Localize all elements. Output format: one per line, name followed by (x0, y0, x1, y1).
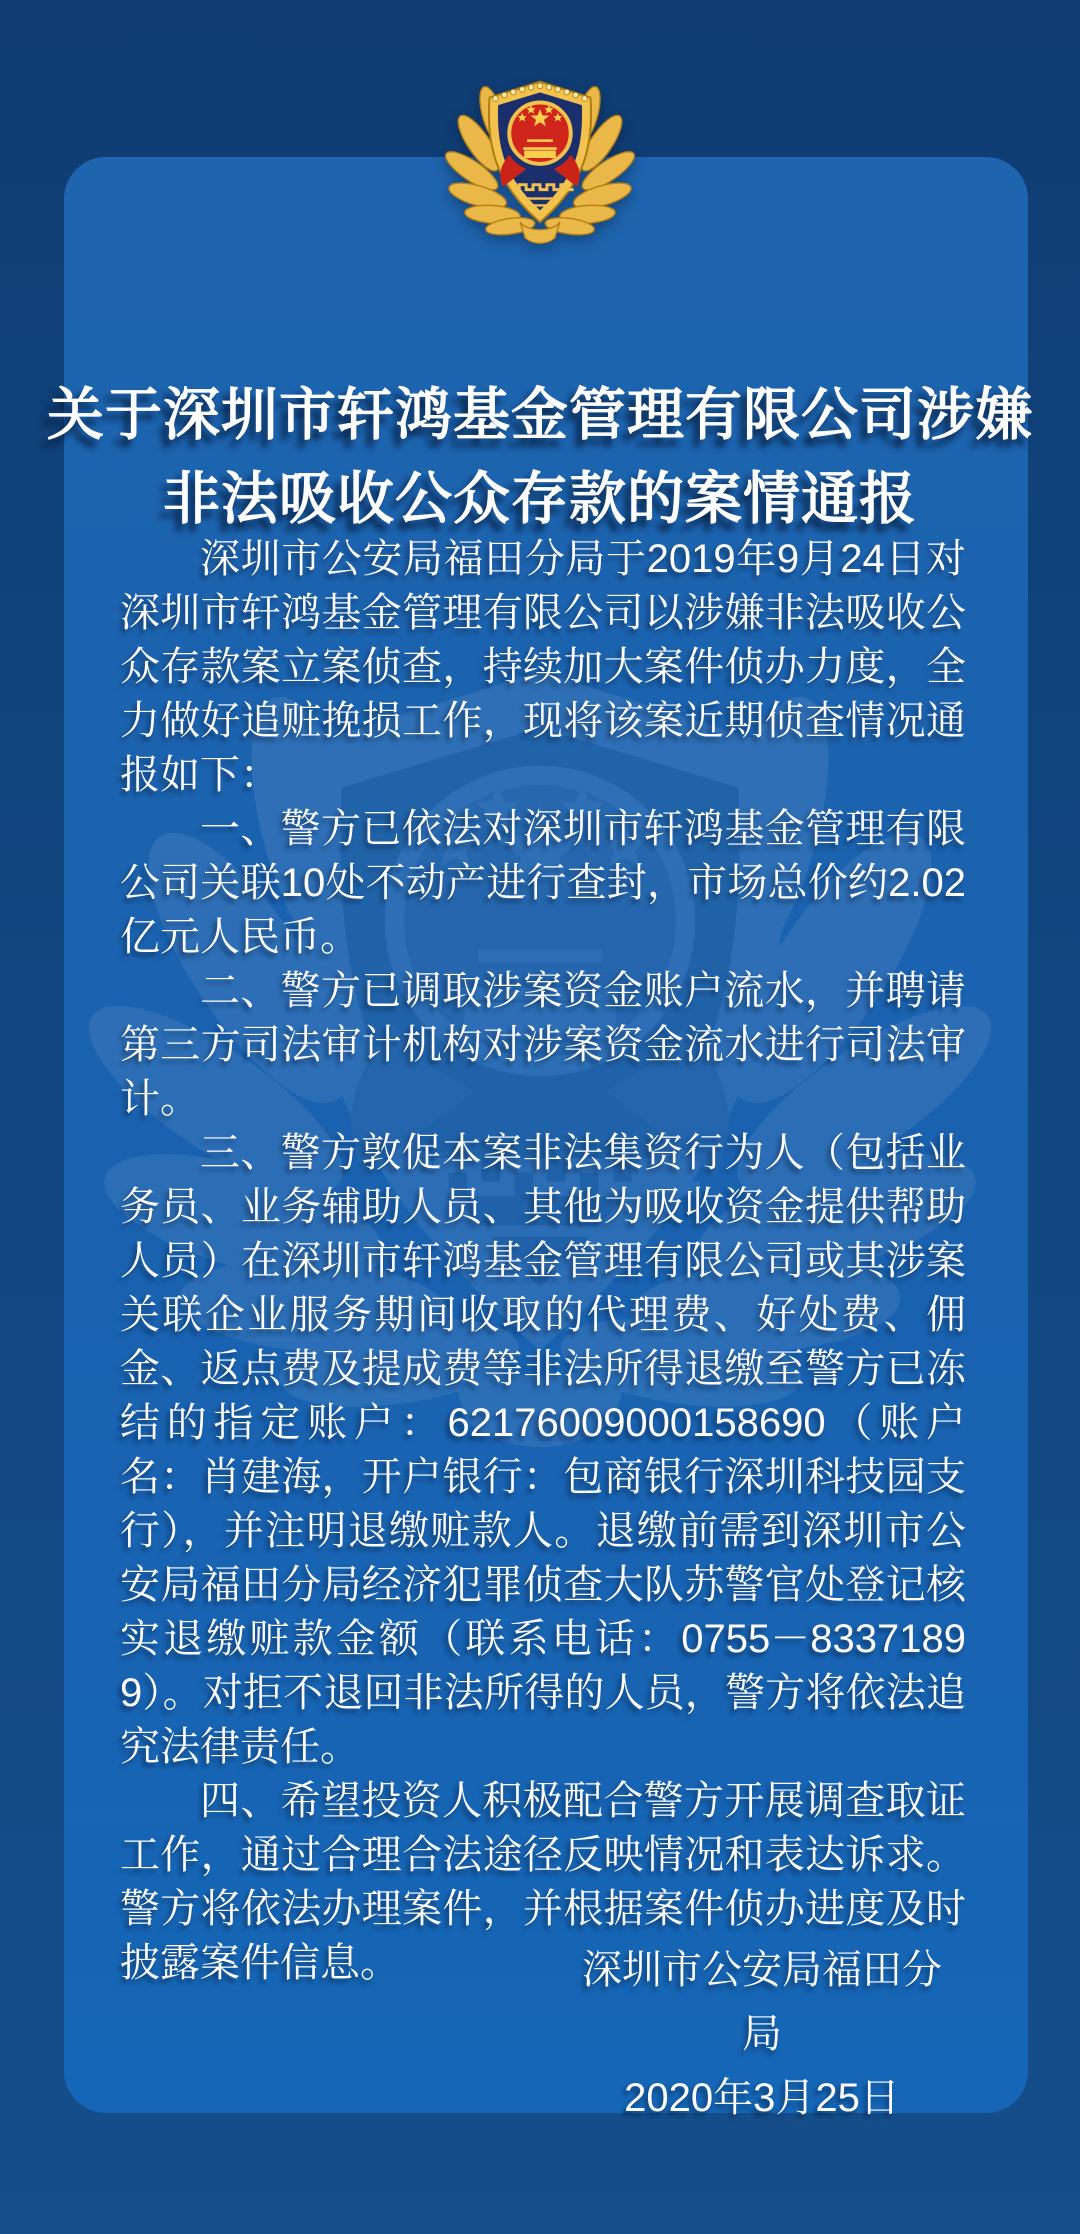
paragraph-item-2: 二、警方已调取涉案资金账户流水，并聘请第三方司法审计机构对涉案资金流水进行司法审计。 (120, 969, 966, 1121)
title-line-2: 非法吸收公众存款的案情通报 (163, 468, 917, 532)
signature-agency: 深圳市公安局福田分局 (582, 1948, 942, 2056)
signature-date: 2020年3月25日 (624, 2076, 900, 2120)
signature-block (572, 1938, 952, 2130)
notice-body (120, 532, 966, 1990)
title-line-1: 关于深圳市轩鸿基金管理有限公司涉嫌 (47, 384, 1033, 448)
paragraph-item-3: 三、警方敦促本案非法集资行为人（包括业务员、业务辅助人员、其他为吸收资金提供帮助人员）在深圳市轩鸿基金管理有限公司或其涉案关联企业服务期间收取的代理费、好处费、佣金、返点费及提成费等非法所得退缴至警方已冻结的指定账户：62176009000158690（账户名：肖建海，开户银行：包商银行深圳科技园支行），并注明退缴赃款人。退缴前需到深圳市公安局福田分局经济犯罪侦查大队苏警官处登记核实退缴赃款金额（联系电话：0755－83371899）。对拒不退回非法所得的人员，警方将依法追究法律责任。 (120, 1131, 966, 1769)
paragraph-item-1: 一、警方已依法对深圳市轩鸿基金管理有限公司关联10处不动产进行查封，市场总价约2.02亿元人民币。 (120, 807, 966, 959)
notice-title (0, 374, 1080, 542)
paragraph-intro: 深圳市公安局福田分局于2019年9月24日对深圳市轩鸿基金管理有限公司以涉嫌非法吸收公众存款案立案侦查，持续加大案件侦办力度，全力做好追赃挽损工作，现将该案近期侦查情况通报如下： (120, 537, 966, 797)
paragraph-item-4: 四、希望投资人积极配合警方开展调查取证工作，通过合理合法途径反映情况和表达诉求。警方将依法办理案件，并根据案件侦办进度及时披露案件信息。 (120, 1779, 966, 1985)
police-badge-icon (438, 54, 642, 252)
